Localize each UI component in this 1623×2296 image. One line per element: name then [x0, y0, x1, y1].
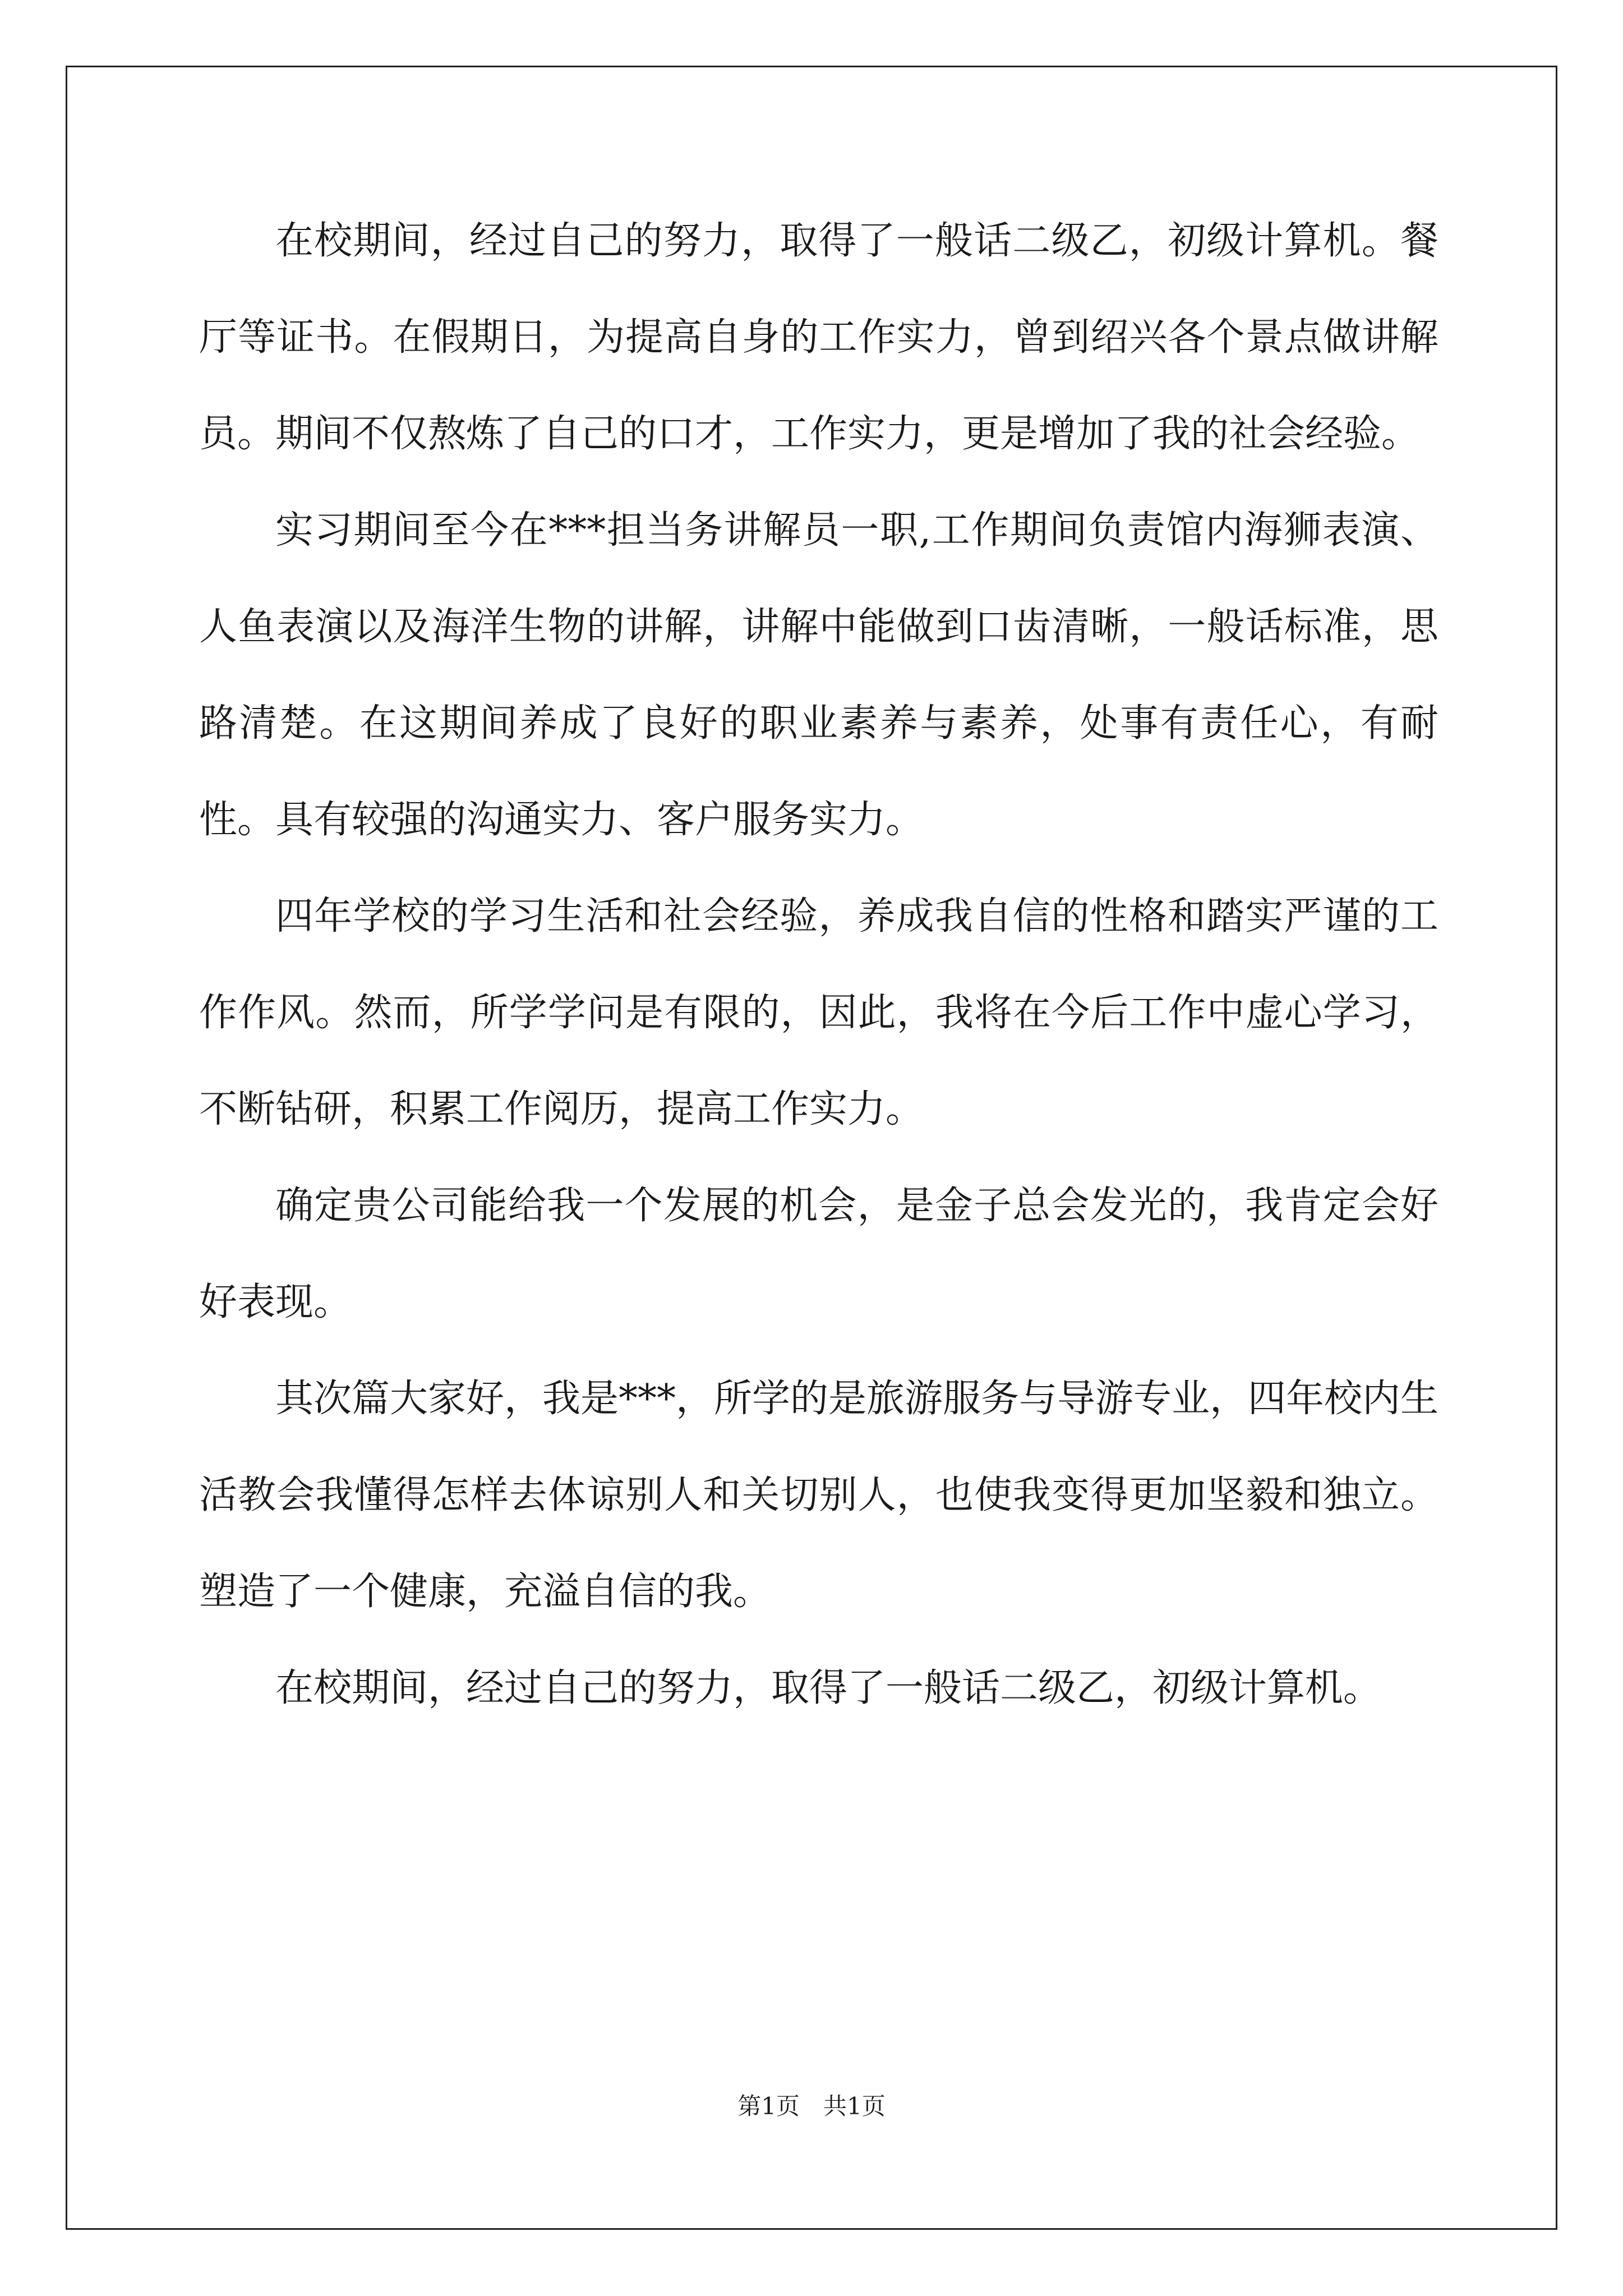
paragraph: 确定贵公司能给我一个发展的机会，是金子总会发光的，我肯定会好好表现。 — [199, 1184, 1438, 1324]
paragraph: 四年学校的学习生活和社会经验，养成我自信的性格和踏实严谨的工作作风。然而，所学学问是有限的，因此，我将在今后工作中虚心学习，不断钻研，积累工作阅历，提高工作实力。 — [199, 894, 1438, 1131]
paragraph: 实习期间至今在***担当务讲解员一职,工作期间负责馆内海狮表演、人鱼表演以及海洋生物的讲解，讲解中能做到口齿清晰，一般话标准，思路清楚。在这期间养成了良好的职业素养与素养，处事有责任心，有耐性。具有较强的沟通实力、客户服务实力。 — [199, 508, 1438, 842]
document-body — [199, 193, 1438, 1737]
paragraph: 在校期间，经过自己的努力，取得了一般话二级乙，初级计算机。餐厅等证书。在假期日，为提高自身的工作实力，曾到绍兴各个景点做讲解员。期间不仅熬炼了自己的口才，工作实力，更是增加了我的社会经验。 — [199, 219, 1438, 456]
page-number-footer: 第1页 共1页 — [737, 2092, 886, 2120]
paragraph: 在校期间，经过自己的努力，取得了一般话二级乙，初级计算机。 — [275, 1666, 1382, 1710]
paragraph: 其次篇大家好，我是***，所学的是旅游服务与导游专业，四年校内生活教会我懂得怎样去体谅别人和关切别人，也使我变得更加坚毅和独立。塑造了一个健康，充溢自信的我。 — [199, 1377, 1439, 1614]
